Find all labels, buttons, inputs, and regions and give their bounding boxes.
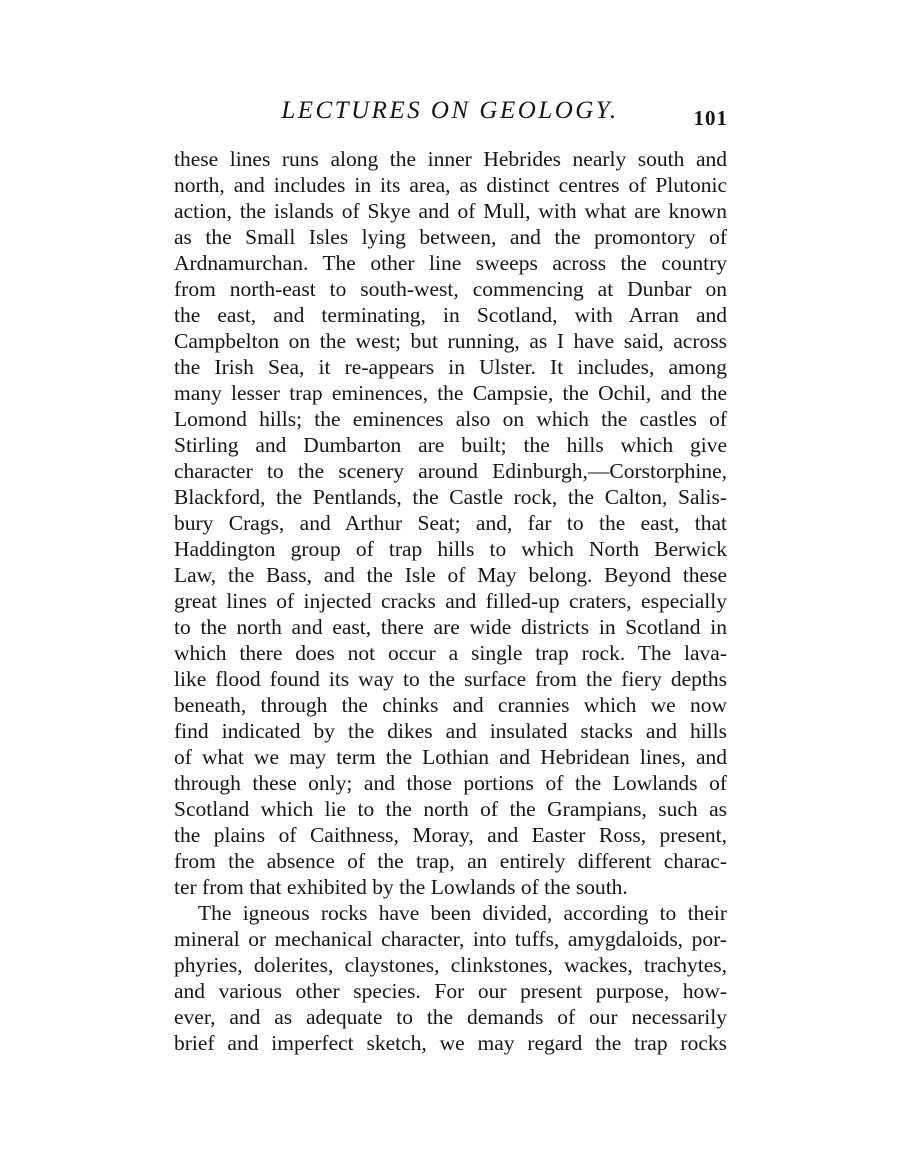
paragraph-2 [174,900,727,1056]
text-line: ever, and as adequate to the demands of our necessarily [174,1005,727,1029]
text-line: Ardnamurchan. The other line sweeps across the country [174,251,727,275]
text-line: Law, the Bass, and the Isle of May belong. Beyond these [174,563,727,587]
text-line: and various other species. For our present purpose, how- [174,979,727,1003]
text-line: Scotland which lie to the north of the Grampians, such as [174,797,727,821]
text-line: Blackford, the Pentlands, the Castle rock, the Calton, Salis- [174,485,727,509]
page-number: 101 [693,106,728,130]
text-line: ter from that exhibited by the Lowlands of the south. [174,875,628,899]
text-line: these lines runs along the inner Hebrides nearly south and [174,147,727,171]
paragraph-1 [174,146,727,900]
text-line: of what we may term the Lothian and Hebridean lines, and [174,745,727,769]
text-line: find indicated by the dikes and insulated stacks and hills [174,719,727,743]
text-line: phyries, dolerites, claystones, clinkstones, wackes, trachytes, [174,953,727,977]
text-line: action, the islands of Skye and of Mull, with what are known [174,199,727,223]
text-line: from north-east to south-west, commencing at Dunbar on [174,277,727,301]
text-line: brief and imperfect sketch, we may regard the trap rocks [174,1031,727,1055]
text-line: Campbelton on the west; but running, as I have said, across [174,329,727,353]
text-line: which there does not occur a single trap rock. The lava- [174,641,727,665]
text-line: like flood found its way to the surface from the fiery depths [174,667,727,691]
text-line: as the Small Isles lying between, and the promontory of [174,225,727,249]
text-line: from the absence of the trap, an entirely different charac- [174,849,727,873]
text-line: beneath, through the chinks and crannies which we now [174,693,727,717]
text-line: Stirling and Dumbarton are built; the hills which give [174,433,727,457]
text-line: through these only; and those portions of the Lowlands of [174,771,727,795]
text-line: character to the scenery around Edinburgh,—Corstorphine, [174,459,727,483]
text-line: the plains of Caithness, Moray, and Easter Ross, present, [174,823,727,847]
text-line: Lomond hills; the eminences also on which the castles of [174,407,727,431]
text-line: great lines of injected cracks and filled-up craters, especially [174,589,727,613]
text-line: north, and includes in its area, as distinct centres of Plutonic [174,173,727,197]
text-line: to the north and east, there are wide districts in Scotland in [174,615,727,639]
text-line: the east, and terminating, in Scotland, with Arran and [174,303,727,327]
text-line: Haddington group of trap hills to which North Berwick [174,537,727,561]
body-text [174,146,727,1056]
text-line: the Irish Sea, it re-appears in Ulster. It includes, among [174,355,727,379]
text-line: bury Crags, and Arthur Seat; and, far to the east, that [174,511,727,535]
text-line: The igneous rocks have been divided, according to their [198,901,727,925]
running-title: LECTURES ON GEOLOGY. [281,97,619,124]
text-line: many lesser trap eminences, the Campsie, the Ochil, and the [174,381,727,405]
text-line: mineral or mechanical character, into tuffs, amygdaloids, por- [174,927,727,951]
